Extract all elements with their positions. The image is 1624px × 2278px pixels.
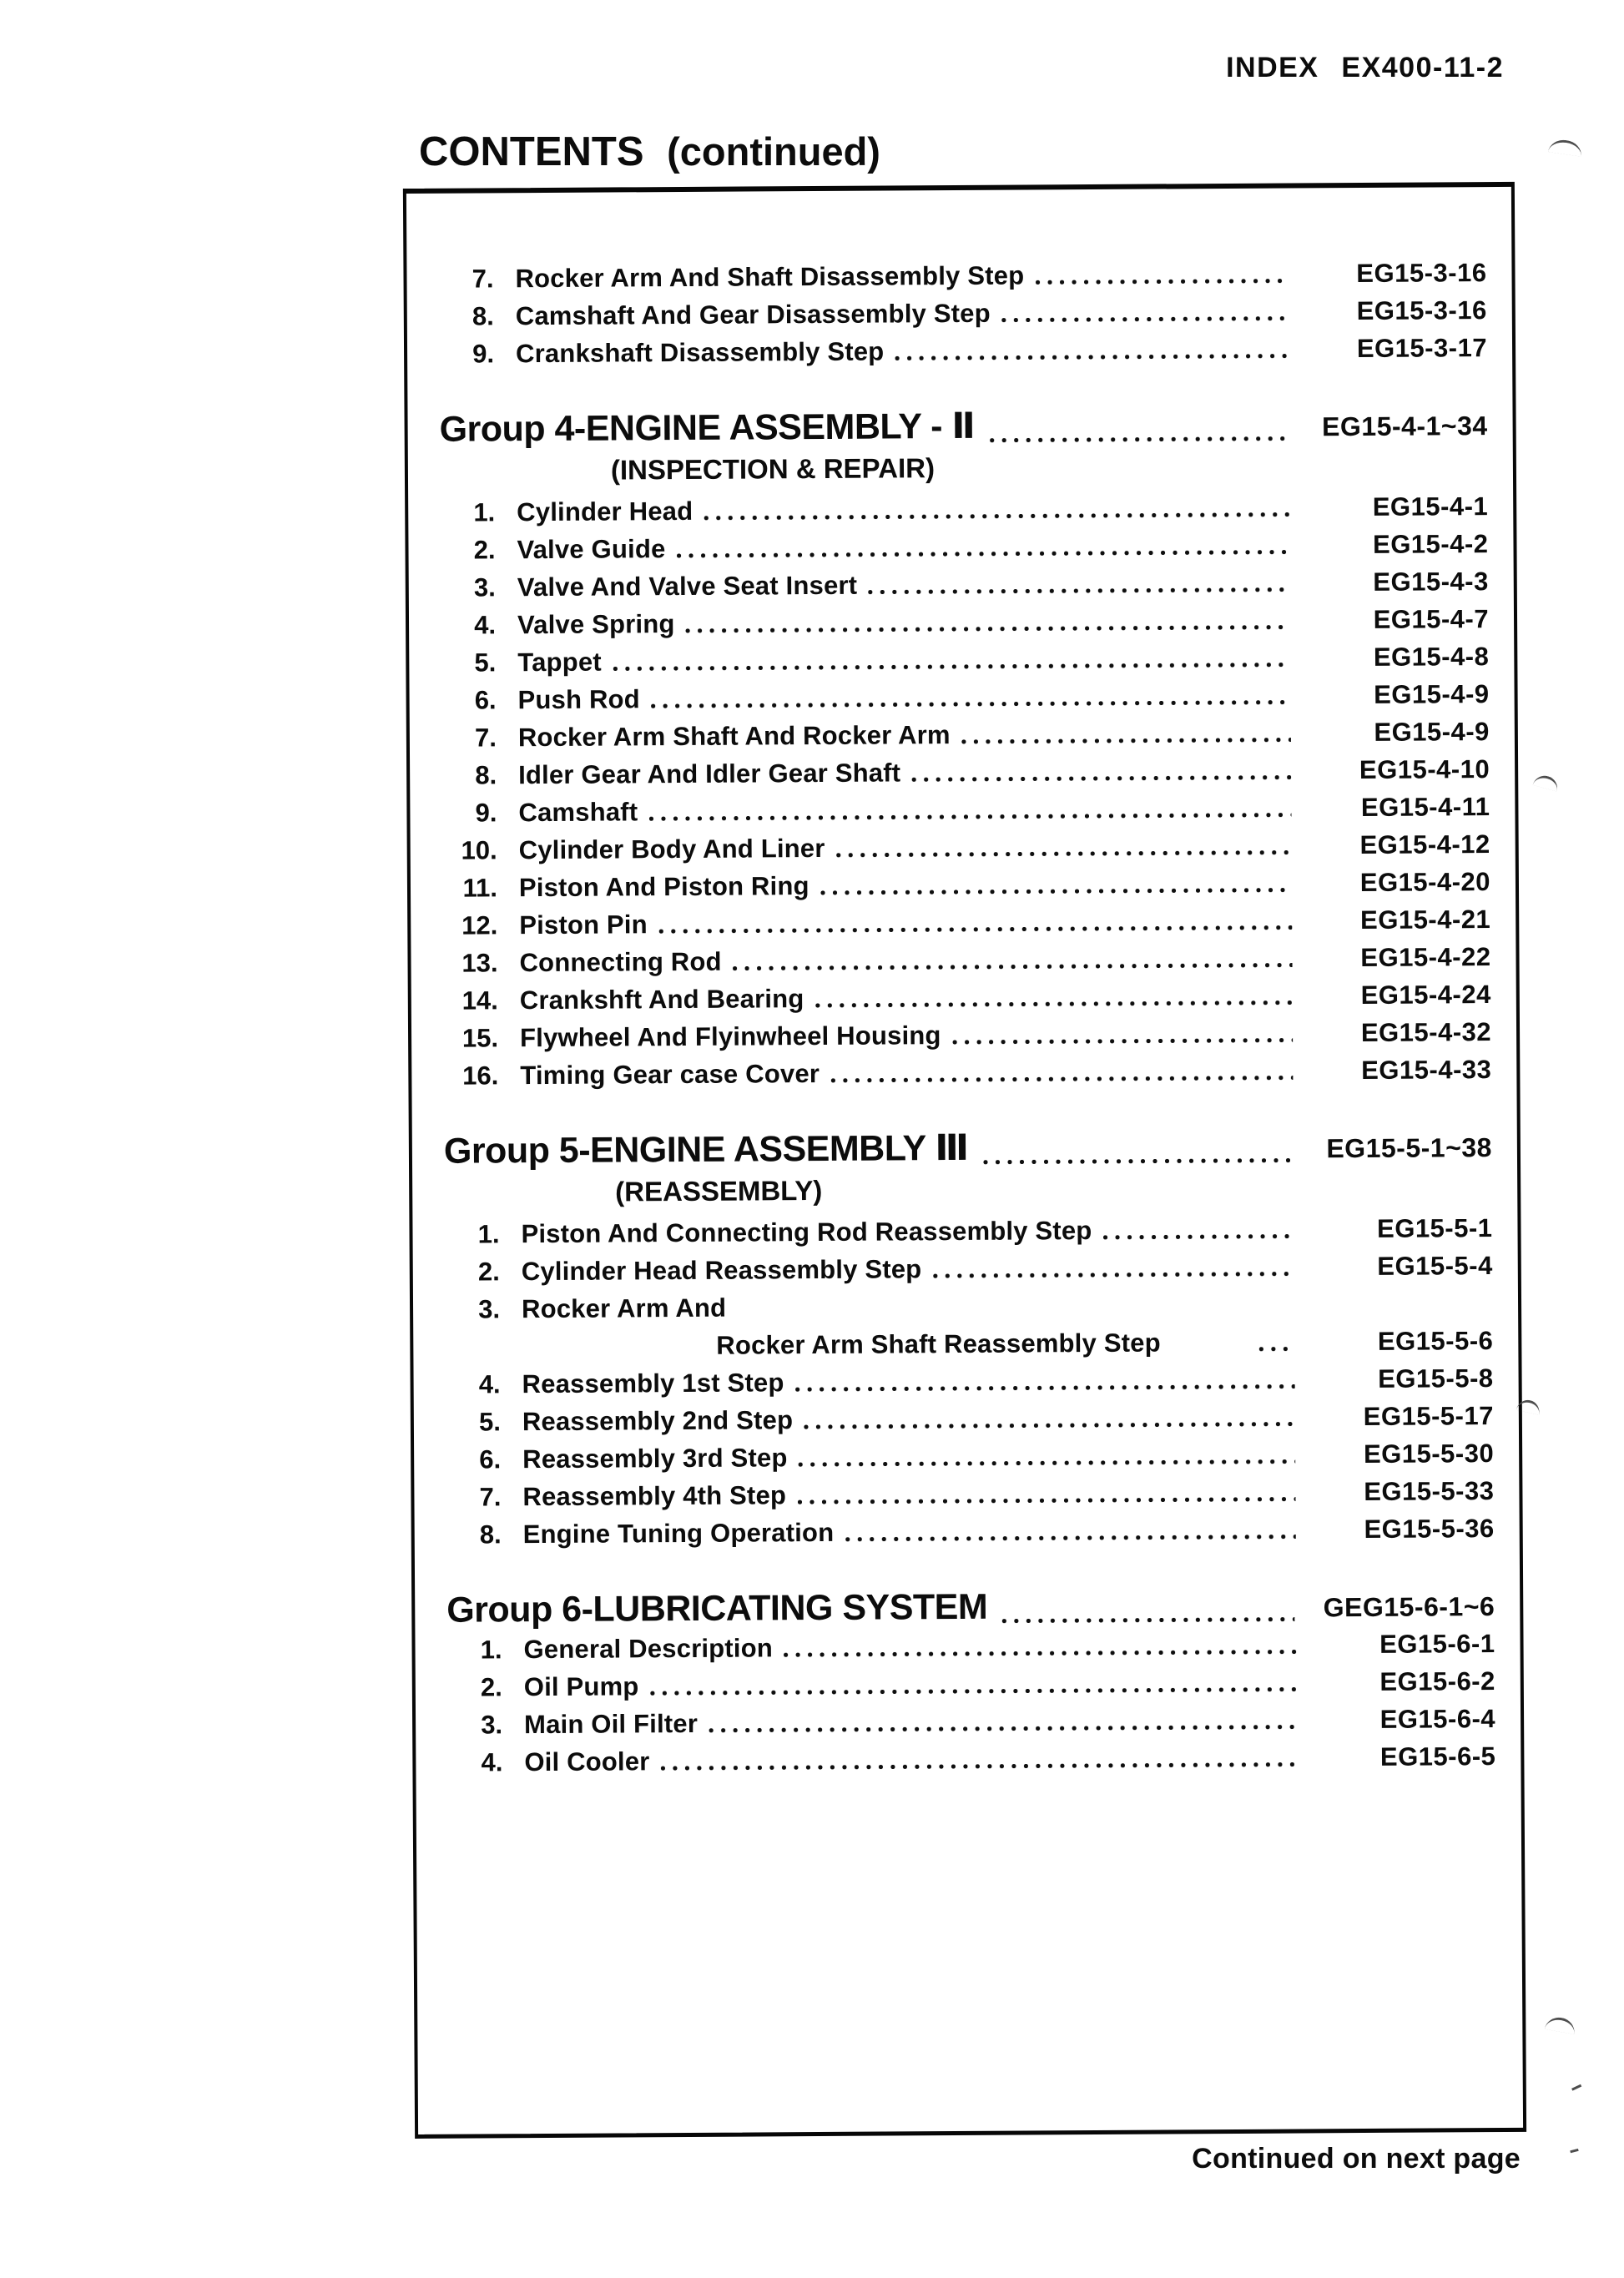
item-number: 8. xyxy=(475,760,497,790)
item-page-code: EG15-4-32 xyxy=(1360,1017,1492,1048)
item-page-code: EG15-5-6 xyxy=(1377,1326,1494,1356)
item-number: 2. xyxy=(480,1672,502,1702)
item-title: Rocker Arm And Shaft Disassembly Step xyxy=(515,260,1025,294)
item-number: 2. xyxy=(477,1257,500,1287)
toc-item-row xyxy=(441,788,1490,832)
dot-leader xyxy=(798,1458,1296,1469)
item-number: 10. xyxy=(461,835,497,865)
toc-item-row xyxy=(443,1013,1491,1057)
toc-item-row xyxy=(442,863,1490,907)
item-title: Piston And Piston Ring xyxy=(518,871,809,903)
item-number: 11. xyxy=(462,873,498,903)
toc-section xyxy=(444,1123,1495,1554)
item-page-code: EG15-5-4 xyxy=(1377,1251,1493,1281)
toc-item-row xyxy=(441,750,1490,794)
scan-artifact xyxy=(1570,2149,1579,2156)
item-number: 1. xyxy=(480,1635,502,1665)
dot-leader xyxy=(658,924,1292,936)
item-page-code: EG15-4-20 xyxy=(1359,867,1491,898)
item-title: Reassembly 1st Step xyxy=(522,1368,784,1399)
item-number: 5. xyxy=(474,648,497,678)
item-page-code: EG15-6-5 xyxy=(1379,1741,1496,1771)
item-number: 7. xyxy=(474,723,497,753)
dot-leader xyxy=(732,961,1293,973)
toc-item-row xyxy=(446,1509,1495,1554)
toc-item-row xyxy=(442,825,1490,869)
item-number: 1. xyxy=(473,497,496,527)
dot-leader xyxy=(910,774,1291,784)
item-page-code: EG15-6-4 xyxy=(1379,1704,1496,1734)
toc-item-row xyxy=(446,1434,1494,1479)
item-page-code: EG15-4-21 xyxy=(1359,905,1491,935)
item-title: Idler Gear And Idler Gear Shaft xyxy=(518,758,901,790)
toc-section xyxy=(446,1582,1495,1782)
toc-item-row xyxy=(445,1359,1493,1404)
item-title: Connecting Rod xyxy=(519,946,722,978)
item-number: 14. xyxy=(461,985,498,1016)
item-page-code: EG15-5-30 xyxy=(1363,1439,1495,1469)
dot-leader xyxy=(708,1723,1297,1735)
item-page-code: EG15-4-1 xyxy=(1372,491,1489,522)
dot-leader xyxy=(703,511,1289,522)
toc-item-row xyxy=(445,1322,1493,1366)
toc-item-row xyxy=(447,1737,1495,1782)
toc-item-row xyxy=(441,562,1489,607)
item-page-code: EG15-4-10 xyxy=(1359,754,1490,785)
item-number: 13. xyxy=(461,948,498,978)
toc-section xyxy=(439,401,1491,1095)
item-title: Crankshaft Disassembly Step xyxy=(515,336,885,369)
dot-leader xyxy=(783,1648,1297,1660)
item-title: Valve Guide xyxy=(517,534,666,565)
toc-item-row xyxy=(440,525,1488,569)
toc-item-row xyxy=(441,638,1489,682)
toc-section xyxy=(438,254,1487,373)
toc-item-row xyxy=(446,1472,1494,1516)
item-number: 15. xyxy=(461,1023,499,1053)
dot-leader xyxy=(1001,315,1289,325)
item-page-code: EG15-4-22 xyxy=(1360,942,1491,973)
item-title: Reassembly 4th Step xyxy=(522,1480,787,1512)
group-subtitle: (INSPECTION & REPAIR) xyxy=(610,452,936,486)
item-list xyxy=(438,254,1487,373)
item-page-code: EG15-3-16 xyxy=(1356,295,1487,326)
item-title: Piston And Connecting Rod Reassembly Step xyxy=(521,1216,1092,1249)
item-title: General Description xyxy=(523,1633,774,1665)
item-page-code: EG15-6-2 xyxy=(1379,1666,1495,1696)
toc-item-row xyxy=(444,1209,1492,1253)
item-title: Valve And Valve Seat Insert xyxy=(517,570,858,602)
item-page-code: EG15-4-7 xyxy=(1373,604,1490,634)
dot-leader xyxy=(803,1420,1295,1432)
dot-leader xyxy=(961,736,1291,746)
item-page-code: EG15-5-17 xyxy=(1363,1401,1494,1432)
toc-item-row xyxy=(442,938,1490,982)
item-number: 3. xyxy=(473,572,496,602)
item-title: Cylinder Head Reassembly Step xyxy=(521,1254,922,1287)
item-number: 6. xyxy=(474,685,497,715)
dot-leader xyxy=(951,1036,1294,1047)
dot-leader xyxy=(796,1495,1295,1507)
item-title: Tappet xyxy=(517,647,602,678)
continued-note: Continued on next page xyxy=(1192,2143,1521,2175)
item-title: Valve Spring xyxy=(517,609,675,640)
item-title: Cylinder Head xyxy=(517,496,693,527)
item-page-code: EG15-5-33 xyxy=(1364,1476,1495,1507)
toc-item-row xyxy=(441,600,1489,644)
item-list xyxy=(446,1625,1495,1782)
toc-item-row xyxy=(445,1284,1493,1328)
item-page-code: EG15-6-1 xyxy=(1379,1629,1495,1659)
item-title: Rocker Arm Shaft And Rocker Arm xyxy=(517,720,951,753)
item-title: Rocker Arm And xyxy=(521,1293,727,1324)
item-title: Timing Gear case Cover xyxy=(520,1058,820,1091)
scan-artifact xyxy=(1545,2015,1576,2034)
item-title: Reassembly 3rd Step xyxy=(522,1443,788,1474)
item-page-code: EG15-4-9 xyxy=(1374,717,1490,747)
item-title: Flywheel And Flyinwheel Housing xyxy=(519,1021,941,1053)
item-title: Cylinder Body And Liner xyxy=(518,833,825,865)
item-title: Crankshft And Bearing xyxy=(519,984,804,1016)
scan-artifact xyxy=(1571,2084,1583,2094)
item-page-code: EG15-5-36 xyxy=(1364,1514,1495,1545)
item-title: Engine Tuning Operation xyxy=(522,1517,835,1550)
dot-leader xyxy=(844,1533,1295,1544)
group-title: Group 5-ENGINE ASSEMBLY Ⅲ xyxy=(443,1127,969,1172)
item-number: 6. xyxy=(479,1444,502,1474)
dot-leader xyxy=(1001,1615,1295,1625)
contents-title-suffix: (continued) xyxy=(667,129,880,174)
dot-leader xyxy=(660,1761,1298,1773)
toc-item-row xyxy=(441,675,1489,719)
item-number: 4. xyxy=(481,1747,503,1777)
dot-leader xyxy=(931,1270,1294,1281)
page-index-code: INDEX EX400-11-2 xyxy=(1226,52,1504,83)
group-page-code: EG15-4-1~34 xyxy=(1321,411,1488,442)
toc-item-row xyxy=(439,329,1487,373)
item-title: Oil Pump xyxy=(523,1671,639,1702)
group-header-row xyxy=(444,1123,1492,1176)
group-page-code: GEG15-6-1~6 xyxy=(1323,1591,1495,1623)
item-number: 9. xyxy=(475,798,497,828)
toc-item-row xyxy=(442,900,1490,945)
group-subtitle: (REASSEMBLY) xyxy=(615,1174,823,1207)
item-page-code: EG15-4-24 xyxy=(1360,980,1491,1010)
item-number: 8. xyxy=(479,1520,502,1550)
dot-leader xyxy=(612,661,1291,673)
scan-artifact xyxy=(1533,773,1561,791)
item-number: 8. xyxy=(472,301,494,331)
dot-leader xyxy=(814,999,1292,1010)
item-number: 7. xyxy=(472,264,494,294)
contents-box xyxy=(403,182,1526,2139)
item-title: Push Rod xyxy=(517,684,640,715)
item-title: Camshaft And Gear Disassembly Step xyxy=(515,298,991,331)
item-number: 4. xyxy=(474,610,497,640)
item-page-code: EG15-4-8 xyxy=(1373,642,1490,672)
dot-leader xyxy=(830,1074,1293,1085)
toc-item-row xyxy=(443,975,1491,1020)
item-page-code: EG15-5-8 xyxy=(1378,1363,1494,1394)
item-number: 9. xyxy=(472,339,495,369)
item-page-code: EG15-4-3 xyxy=(1373,567,1489,597)
item-title: Main Oil Filter xyxy=(524,1708,699,1740)
dot-leader xyxy=(820,886,1292,897)
scan-artifact xyxy=(1548,138,1583,156)
contents-title xyxy=(419,129,880,175)
toc-item-row xyxy=(447,1700,1495,1744)
item-page-code: EG15-4-11 xyxy=(1360,792,1490,823)
item-page-code: EG15-4-33 xyxy=(1361,1055,1492,1086)
item-number: 7. xyxy=(479,1482,502,1512)
dot-leader xyxy=(685,623,1291,635)
item-number: 3. xyxy=(481,1710,503,1740)
item-title: Camshaft xyxy=(518,797,638,828)
item-page-code: EG15-3-16 xyxy=(1356,258,1487,289)
toc-item-row xyxy=(446,1625,1495,1669)
dot-leader xyxy=(867,586,1290,597)
contents-title-main: CONTENTS xyxy=(419,129,644,174)
item-title: Oil Cooler xyxy=(524,1746,650,1777)
item-title: Piston Pin xyxy=(519,910,648,940)
dot-leader xyxy=(1034,277,1288,287)
group-page-code: EG15-5-1~38 xyxy=(1326,1132,1493,1164)
item-page-code: EG15-4-2 xyxy=(1372,529,1489,559)
item-number: 3. xyxy=(478,1294,501,1324)
dot-leader xyxy=(894,352,1289,363)
dot-leader xyxy=(1102,1232,1294,1242)
item-list xyxy=(444,1209,1494,1554)
toc-item-row xyxy=(447,1662,1495,1706)
toc-item-row xyxy=(441,713,1490,757)
group-title: Group 4-ENGINE ASSEMBLY - Ⅱ xyxy=(439,406,976,450)
toc-item-row xyxy=(439,291,1487,335)
group-title: Group 6-LUBRICATING SYSTEM xyxy=(446,1586,988,1630)
toc-item-row xyxy=(445,1247,1493,1291)
item-page-code: EG15-3-17 xyxy=(1356,333,1488,364)
dot-leader xyxy=(650,698,1291,711)
item-number: 16. xyxy=(462,1061,499,1091)
dot-leader xyxy=(1258,1345,1294,1353)
item-title: Reassembly 2nd Step xyxy=(522,1405,794,1437)
item-number: 12. xyxy=(461,910,498,940)
dot-leader xyxy=(982,1157,1294,1167)
item-title: Rocker Arm Shaft Reassembly Step xyxy=(716,1328,1161,1360)
dot-leader xyxy=(649,1686,1297,1698)
item-number: 2. xyxy=(473,535,496,565)
item-page-code: EG15-5-1 xyxy=(1376,1213,1493,1243)
toc-item-row xyxy=(438,254,1486,298)
toc-item-row xyxy=(446,1397,1494,1441)
dot-leader xyxy=(675,548,1289,560)
item-page-code: EG15-4-9 xyxy=(1374,679,1490,709)
dot-leader xyxy=(794,1383,1295,1394)
item-number: 5. xyxy=(478,1407,501,1437)
dot-leader xyxy=(835,849,1292,859)
item-number: 1. xyxy=(477,1219,500,1249)
item-number: 4. xyxy=(478,1369,501,1399)
dot-leader xyxy=(988,435,1289,445)
group-header-row xyxy=(439,401,1487,454)
dot-leader xyxy=(648,811,1291,824)
item-page-code: EG15-4-12 xyxy=(1359,829,1490,860)
item-list xyxy=(440,487,1491,1095)
toc-item-row xyxy=(440,487,1488,532)
toc-item-row xyxy=(443,1051,1491,1095)
